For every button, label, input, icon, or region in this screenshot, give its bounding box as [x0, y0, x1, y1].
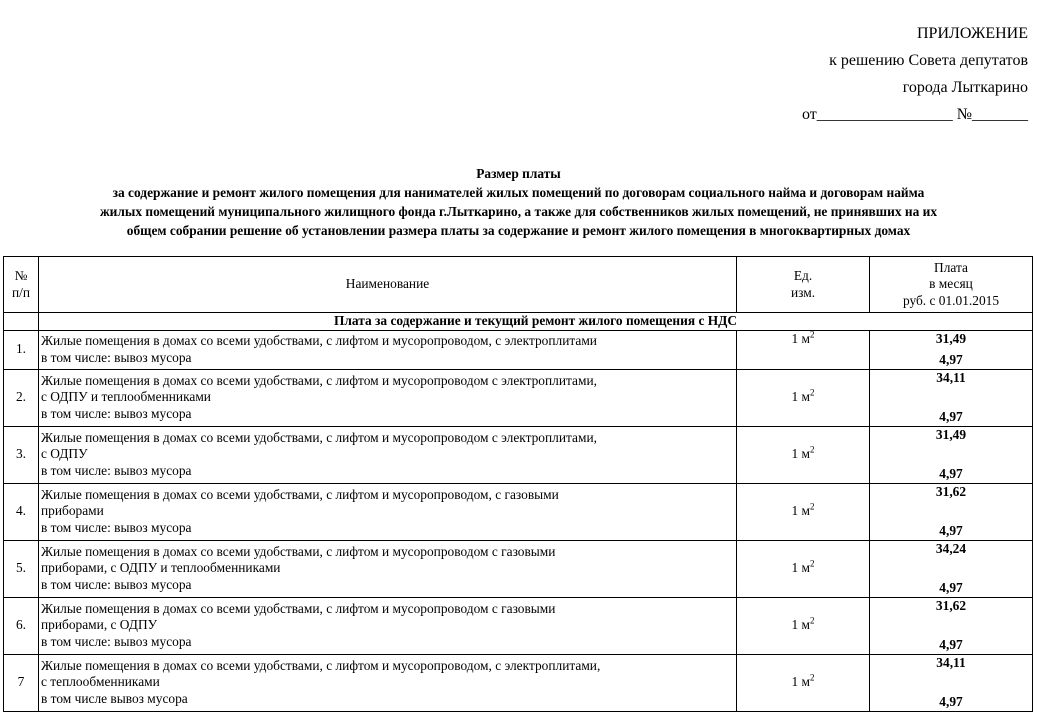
header-number-line-1: № [14, 268, 28, 283]
unit-superscript: 2 [810, 444, 815, 455]
table-row [4, 483, 1033, 540]
header-name: Наименование [39, 257, 737, 313]
row-garbage-label: в том числе: вывоз мусора [41, 633, 192, 649]
unit-base: 1 м [791, 617, 811, 633]
section-title: Плата за содержание и текущий ремонт жилого помещения с НДС [39, 313, 1033, 331]
row-total-price: 31,62 [935, 597, 967, 613]
row-garbage-label: в том числе: вывоз мусора [41, 519, 192, 535]
row-number: 6. [4, 597, 39, 654]
row-unit [737, 540, 870, 597]
table-row [4, 597, 1033, 654]
row-description-line-2: приборами [41, 503, 104, 519]
row-description-line-2: приборами, с ОДПУ [41, 617, 158, 633]
appendix-decision-line: к решению Совета депутатов [829, 52, 1028, 69]
header-price-line-3: руб. с 01.01.2015 [902, 292, 1000, 308]
row-unit [737, 426, 870, 483]
header-number-line-2: п/п [11, 284, 31, 300]
row-garbage-price: 4,97 [939, 466, 963, 481]
header-price-line-2: в месяц [929, 276, 973, 292]
row-price [870, 483, 1033, 540]
row-unit [737, 654, 870, 711]
row-number: 1. [4, 330, 39, 369]
row-description-line-1: Жилые помещения в домах со всеми удобствами, с лифтом и мусоропроводом с электроплитами, [41, 372, 597, 388]
row-price [870, 369, 1033, 426]
row-description-line-2: с теплообменниками [41, 674, 160, 690]
row-description-line-2: с ОДПУ и теплообменниками [41, 389, 211, 405]
row-description [39, 330, 737, 369]
appendix-header [802, 20, 1028, 128]
row-description-line-2: приборами, с ОДПУ и теплообменниками [41, 560, 281, 576]
unit-superscript: 2 [810, 558, 815, 569]
row-total-price: 31,49 [935, 426, 967, 442]
unit-base: 1 м [791, 446, 811, 462]
table-row [4, 540, 1033, 597]
row-description-line-1: Жилые помещения в домах со всеми удобствами, с лифтом и мусоропроводом с газовыми [41, 600, 556, 616]
unit-base: 1 м [791, 389, 811, 405]
row-description-line-1: Жилые помещения в домах со всеми удобствами, с лифтом и мусоропроводом с газовыми [41, 543, 556, 559]
row-number: 7 [4, 654, 39, 711]
title-line-4: общем собрании решение об установлении размера платы за содержание и ремонт жилого помещения в многоквартирных домах [126, 223, 911, 238]
row-garbage-price: 4,97 [939, 694, 963, 709]
row-unit [737, 369, 870, 426]
row-unit [737, 483, 870, 540]
tariff-table [3, 256, 1033, 712]
table-row [4, 426, 1033, 483]
header-price-line-1: Плата [934, 259, 968, 275]
row-price [870, 654, 1033, 711]
row-price [870, 330, 1033, 369]
table-row [4, 330, 1033, 369]
row-description [39, 483, 737, 540]
header-unit-line-1: Ед. [793, 268, 813, 283]
row-total-price: 34,24 [935, 540, 967, 556]
row-garbage-label: в том числе: вывоз мусора [41, 349, 192, 365]
row-total-price: 34,11 [936, 369, 966, 385]
row-garbage-label: в том числе: вывоз мусора [41, 405, 192, 421]
row-garbage-label: в том числе: вывоз мусора [41, 462, 192, 478]
row-number: 4. [4, 483, 39, 540]
row-number: 5. [4, 540, 39, 597]
row-description [39, 597, 737, 654]
unit-superscript: 2 [810, 672, 815, 683]
section-empty-cell [4, 313, 39, 331]
row-description [39, 369, 737, 426]
row-description [39, 426, 737, 483]
row-total-price: 31,62 [935, 483, 967, 499]
row-description [39, 540, 737, 597]
row-price [870, 426, 1033, 483]
row-garbage-price: 4,97 [939, 352, 963, 367]
section-row [4, 313, 1033, 331]
row-description [39, 654, 737, 711]
row-description-line-1: Жилые помещения в домах со всеми удобствами, с лифтом и мусоропроводом, с газовыми [41, 486, 559, 502]
row-garbage-label: в том числе: вывоз мусора [41, 576, 192, 592]
appendix-city-line: города Лыткарино [902, 79, 1028, 96]
row-description-line-1: Жилые помещения в домах со всеми удобствами, с лифтом и мусоропроводом, с электроплитами, [41, 657, 601, 673]
unit-base: 1 м [791, 560, 811, 576]
row-total-price: 31,49 [935, 330, 967, 346]
unit-superscript: 2 [810, 387, 815, 398]
unit-superscript: 2 [810, 329, 815, 340]
document-title [0, 164, 1037, 240]
title-line-3: жилых помещений муниципального жилищного фонда г.Лыткарино, а также для собственников жилых помещений, не принявших на их [99, 204, 938, 219]
row-unit [737, 330, 870, 369]
title-line-2: за содержание и ремонт жилого помещения для нанимателей жилых помещений по договорам социального найма и договорам найма [112, 185, 925, 200]
unit-superscript: 2 [810, 615, 815, 626]
row-garbage-price: 4,97 [939, 580, 963, 595]
header-unit-line-2: изм. [790, 284, 816, 300]
header-number [4, 257, 39, 313]
row-price [870, 597, 1033, 654]
row-total-price: 34,11 [936, 654, 966, 670]
row-number: 2. [4, 369, 39, 426]
row-number: 3. [4, 426, 39, 483]
row-garbage-label: в том числе вывоз мусора [41, 690, 188, 706]
row-price [870, 540, 1033, 597]
title-line-1: Размер платы [476, 166, 561, 181]
unit-superscript: 2 [810, 501, 815, 512]
row-garbage-price: 4,97 [939, 409, 963, 424]
table-row [4, 654, 1033, 711]
unit-base: 1 м [791, 330, 811, 346]
row-garbage-price: 4,97 [939, 637, 963, 652]
appendix-date-number-line: от_________________ №_______ [801, 106, 1028, 123]
row-unit [737, 597, 870, 654]
header-unit [737, 257, 870, 313]
table-row [4, 369, 1033, 426]
row-description-line-1: Жилые помещения в домах со всеми удобствами, с лифтом и мусоропроводом с электроплитами, [41, 429, 597, 445]
unit-base: 1 м [791, 503, 811, 519]
table-header-row [4, 257, 1033, 313]
appendix-label: ПРИЛОЖЕНИЕ [916, 25, 1028, 42]
unit-base: 1 м [791, 674, 811, 690]
row-description-line-1: Жилые помещения в домах со всеми удобствами, с лифтом и мусоропроводом, с электроплитами [41, 333, 597, 348]
header-price [870, 257, 1033, 313]
row-description-line-2: с ОДПУ [41, 446, 88, 462]
row-garbage-price: 4,97 [939, 523, 963, 538]
